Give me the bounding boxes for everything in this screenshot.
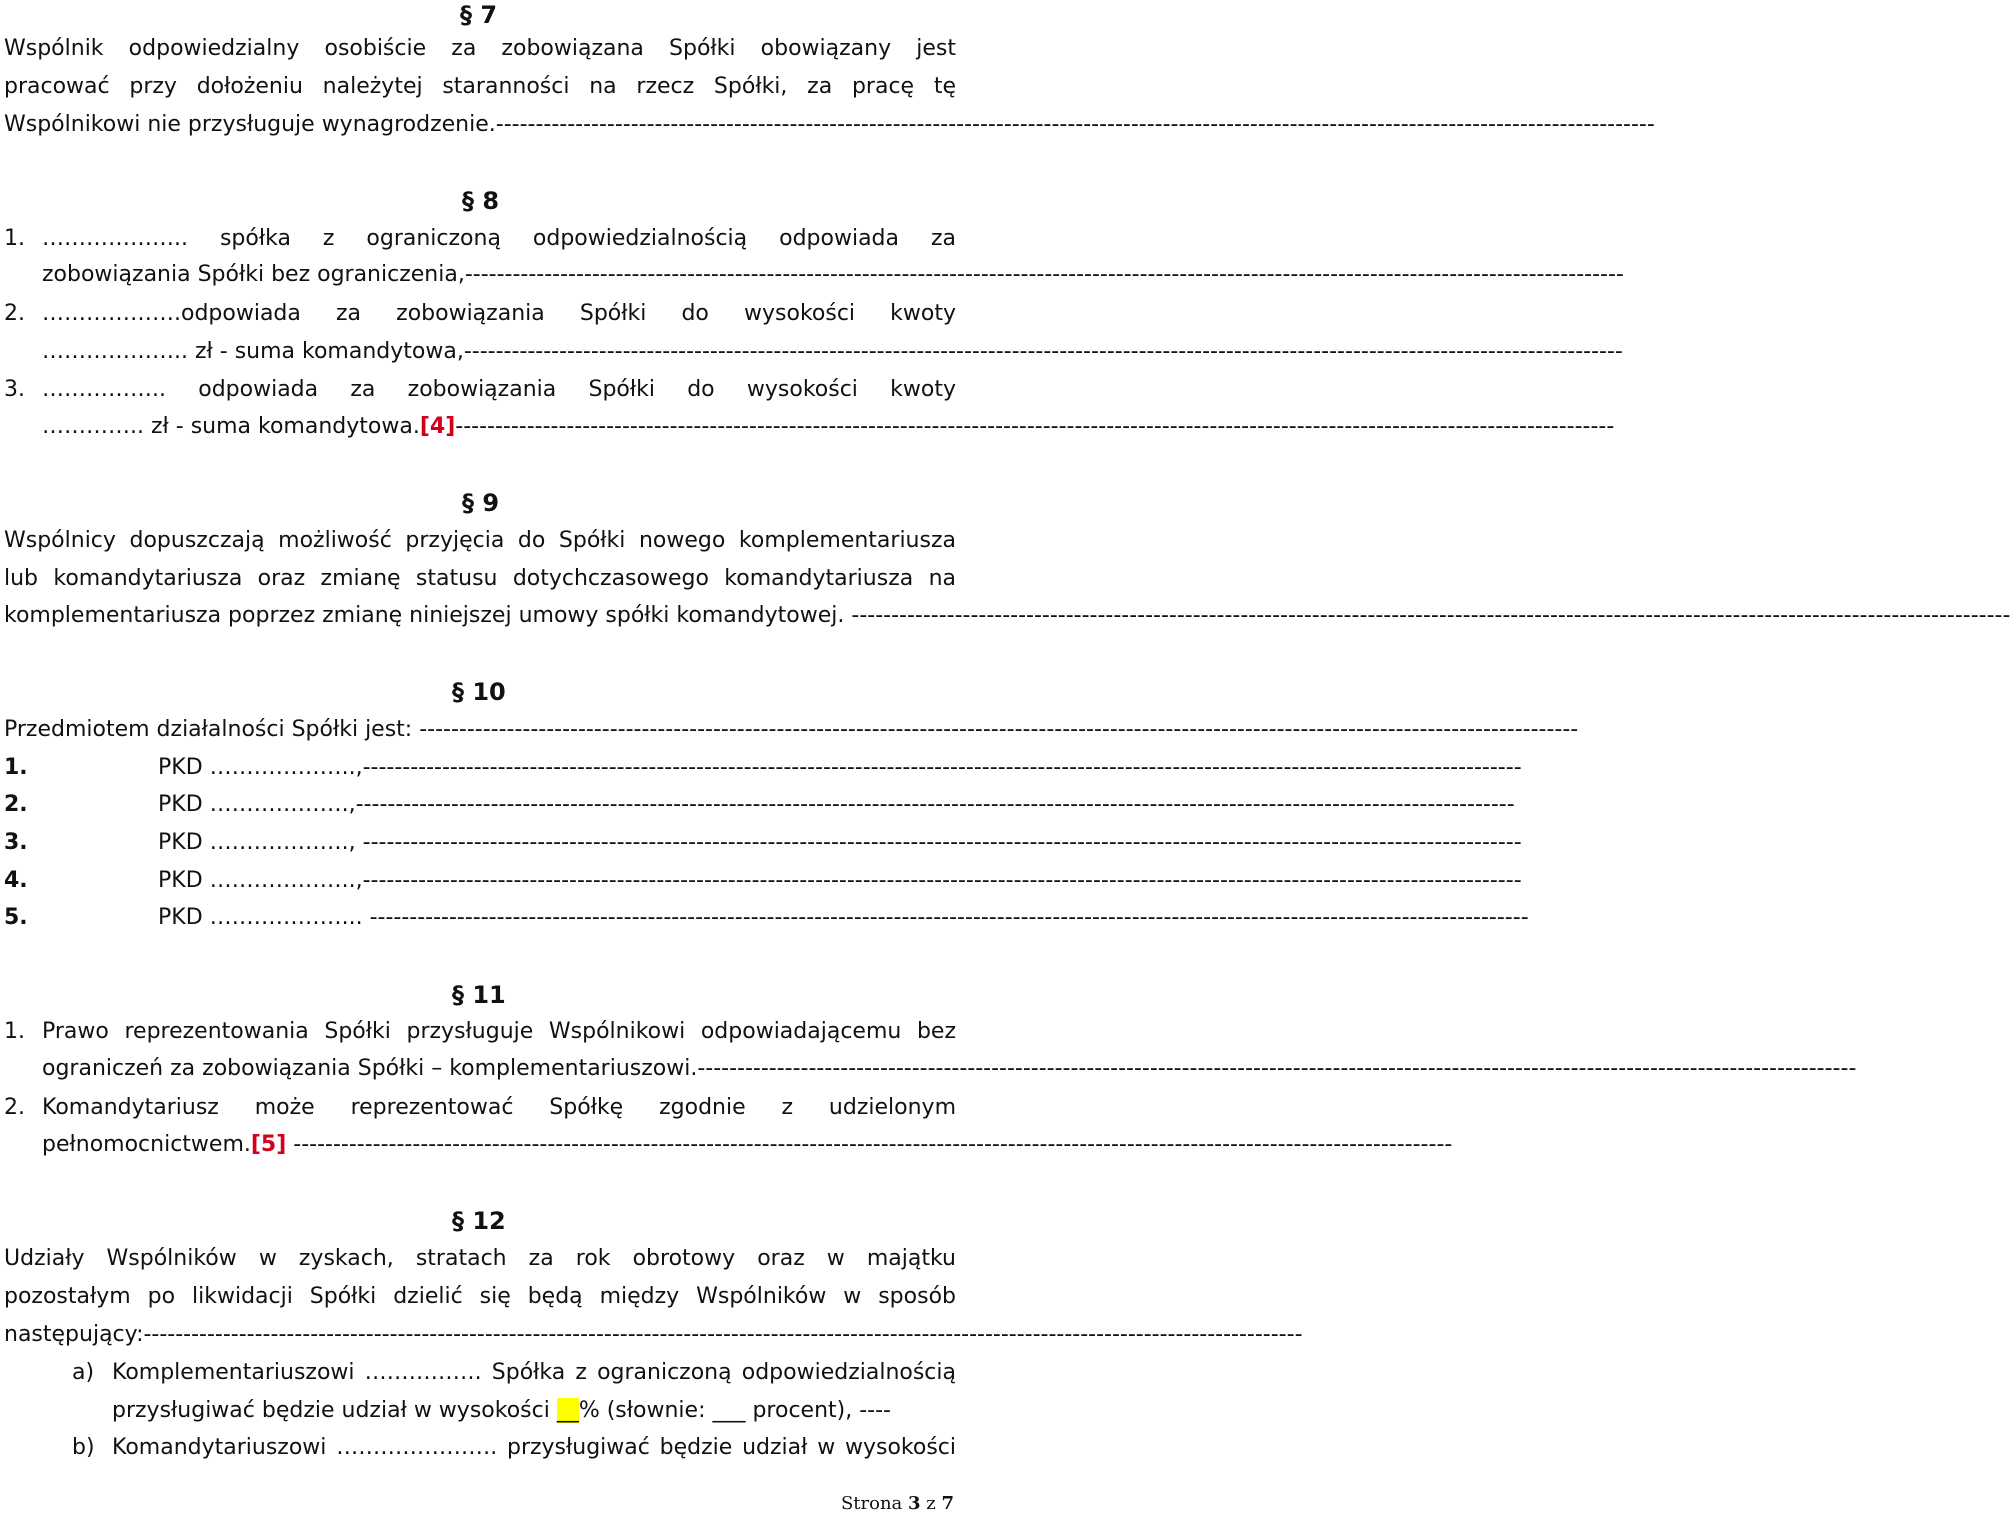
section-8-item-3-text: ………….. zł - suma komandytowa. <box>42 414 420 439</box>
section-9-heading: § 9 <box>462 489 500 517</box>
section-12-line: Udziały Wspólników w zyskach, stratach za rok obrotowy oraz w majątku <box>4 1246 956 1271</box>
footnote-reference[interactable]: [5] <box>250 1132 287 1157</box>
list-letter: b) <box>72 1435 95 1460</box>
pkd-item <box>158 866 1522 896</box>
list-number: 2. <box>4 1095 25 1120</box>
dash-filler: -------------------------------------------------------------------------------------------------------------------------------------------------- <box>355 792 1515 817</box>
section-12-heading: § 12 <box>452 1207 506 1235</box>
section-12-line: pozostałym po likwidacji Spółki dzielić się będą między Wspólników w sposób <box>4 1284 956 1309</box>
section-8-item-3-line <box>42 412 1615 442</box>
dash-filler: -------------------------------------------------------------------------------------------------------------------------------------------------- <box>697 1056 1857 1081</box>
list-number: 3. <box>4 377 25 402</box>
section-12-line-text: następujący: <box>4 1322 144 1347</box>
section-12-item-a-line <box>112 1396 956 1426</box>
footnote-reference[interactable]: [4] <box>419 414 456 439</box>
list-number: 1. <box>4 755 28 780</box>
current-page-number: 3 <box>908 1493 921 1514</box>
pkd-item-text: PKD ……………….., <box>158 868 363 893</box>
dash-filler: -------------------------------------------------------------------------------------------------------------------------------------------------- <box>293 1132 1453 1157</box>
section-8-item-3-line: …………….. odpowiada za zobowiązania Spółki do wysokości kwoty <box>42 377 956 402</box>
section-11-item-2-line: Komandytariusz może reprezentować Spółkę zgodnie z udzielonym <box>42 1095 956 1120</box>
pkd-item <box>158 753 1522 783</box>
pkd-item <box>158 903 1529 933</box>
section-9-line-text: komplementariusza poprzez zmianę niniejszej umowy spółki komandytowej. <box>4 603 845 628</box>
section-9-line: lub komandytariusza oraz zmianę statusu dotychczasowego komandytariusza na <box>4 566 956 591</box>
footer-separator: z <box>920 1493 942 1514</box>
section-9-line <box>4 601 2010 631</box>
pkd-item-text: PKD ………………... <box>158 905 370 930</box>
list-number: 2. <box>4 301 25 326</box>
list-letter: a) <box>72 1360 95 1385</box>
list-number: 1. <box>4 226 25 251</box>
list-number: 1. <box>4 1019 25 1044</box>
section-7-heading: § 7 <box>460 1 498 29</box>
pkd-item-text: PKD ………………., <box>158 830 356 855</box>
dash-filler: -------------------------------------------------------------------------------------------------------------------------------------------------- <box>455 414 1615 439</box>
section-8-item-1-line <box>42 260 1624 290</box>
section-12-item-a-text: % (słownie: ___ procent), ---- <box>578 1398 891 1423</box>
dash-filler: -------------------------------------------------------------------------------------------------------------------------------------------------- <box>362 830 1522 855</box>
dash-filler: -------------------------------------------------------------------------------------------------------------------------------------------------- <box>851 603 2010 628</box>
section-10-heading: § 10 <box>452 678 506 706</box>
section-12-item-a-text: przysługiwać będzie udział w wysokości <box>112 1398 557 1423</box>
section-8-item-2-text: ……………….. zł - suma komandytowa, <box>42 339 464 364</box>
section-7-line <box>4 110 1655 140</box>
section-8-heading: § 8 <box>462 187 500 215</box>
section-8-item-2-line: ……………….odpowiada za zobowiązania Spółki do wysokości kwoty <box>42 301 956 326</box>
highlighted-blank[interactable]: __ <box>556 1398 579 1423</box>
section-9-line: Wspólnicy dopuszczają możliwość przyjęcia do Spółki nowego komplementariusza <box>4 528 956 553</box>
section-11-heading: § 11 <box>452 981 506 1009</box>
section-8-item-2-line <box>42 337 1623 367</box>
section-10-intro-text: Przedmiotem działalności Spółki jest: <box>4 717 413 742</box>
section-7-line-text: Wspólnikowi nie przysługuje wynagrodzenie. <box>4 112 496 137</box>
list-number: 3. <box>4 830 28 855</box>
list-number: 4. <box>4 868 28 893</box>
dash-filler: -------------------------------------------------------------------------------------------------------------------------------------------------- <box>369 905 1529 930</box>
dash-filler: -------------------------------------------------------------------------------------------------------------------------------------------------- <box>463 339 1623 364</box>
dash-filler: -------------------------------------------------------------------------------------------------------------------------------------------------- <box>464 262 1624 287</box>
section-11-item-1-text: ograniczeń za zobowiązania Spółki – komplementariuszowi. <box>42 1056 698 1081</box>
section-11-item-1-line <box>42 1054 1857 1084</box>
dash-filler: -------------------------------------------------------------------------------------------------------------------------------------------------- <box>419 717 1579 742</box>
list-number: 5. <box>4 905 28 930</box>
dash-filler: -------------------------------------------------------------------------------------------------------------------------------------------------- <box>143 1322 1303 1347</box>
section-12-item-a-line: Komplementariuszowi ……………. Spółka z ograniczoną odpowiedzialnością <box>112 1360 956 1385</box>
section-8-item-1-line: ……………….. spółka z ograniczoną odpowiedzialnością odpowiada za <box>42 226 956 251</box>
section-12-item-b-line: Komandytariuszowi …………………. przysługiwać będzie udział w wysokości <box>112 1435 956 1460</box>
section-7-line: pracować przy dołożeniu należytej staranności na rzecz Spółki, za pracę tę <box>4 74 956 99</box>
page-number-footer <box>841 1493 954 1515</box>
pkd-item <box>158 790 1515 820</box>
section-8-item-1-text: zobowiązania Spółki bez ograniczenia, <box>42 262 465 287</box>
footer-prefix: Strona <box>840 1493 908 1514</box>
section-7-line: Wspólnik odpowiedzialny osobiście za zobowiązana Spółki obowiązany jest <box>4 36 956 61</box>
pkd-item-text: PKD ……………….., <box>158 755 363 780</box>
pkd-item <box>158 828 1522 858</box>
section-12-line <box>4 1320 1303 1350</box>
section-11-item-2-text: pełnomocnictwem. <box>42 1132 251 1157</box>
dash-filler: -------------------------------------------------------------------------------------------------------------------------------------------------- <box>495 112 1655 137</box>
dash-filler: -------------------------------------------------------------------------------------------------------------------------------------------------- <box>362 755 1522 780</box>
pkd-item-text: PKD ………………., <box>158 792 356 817</box>
total-pages: 7 <box>941 1493 954 1514</box>
section-11-item-2-line <box>42 1130 1453 1160</box>
section-11-item-1-line: Prawo reprezentowania Spółki przysługuje Wspólnikowi odpowiadającemu bez <box>42 1019 956 1044</box>
section-10-intro <box>4 715 1579 745</box>
dash-filler: -------------------------------------------------------------------------------------------------------------------------------------------------- <box>362 868 1522 893</box>
list-number: 2. <box>4 792 28 817</box>
